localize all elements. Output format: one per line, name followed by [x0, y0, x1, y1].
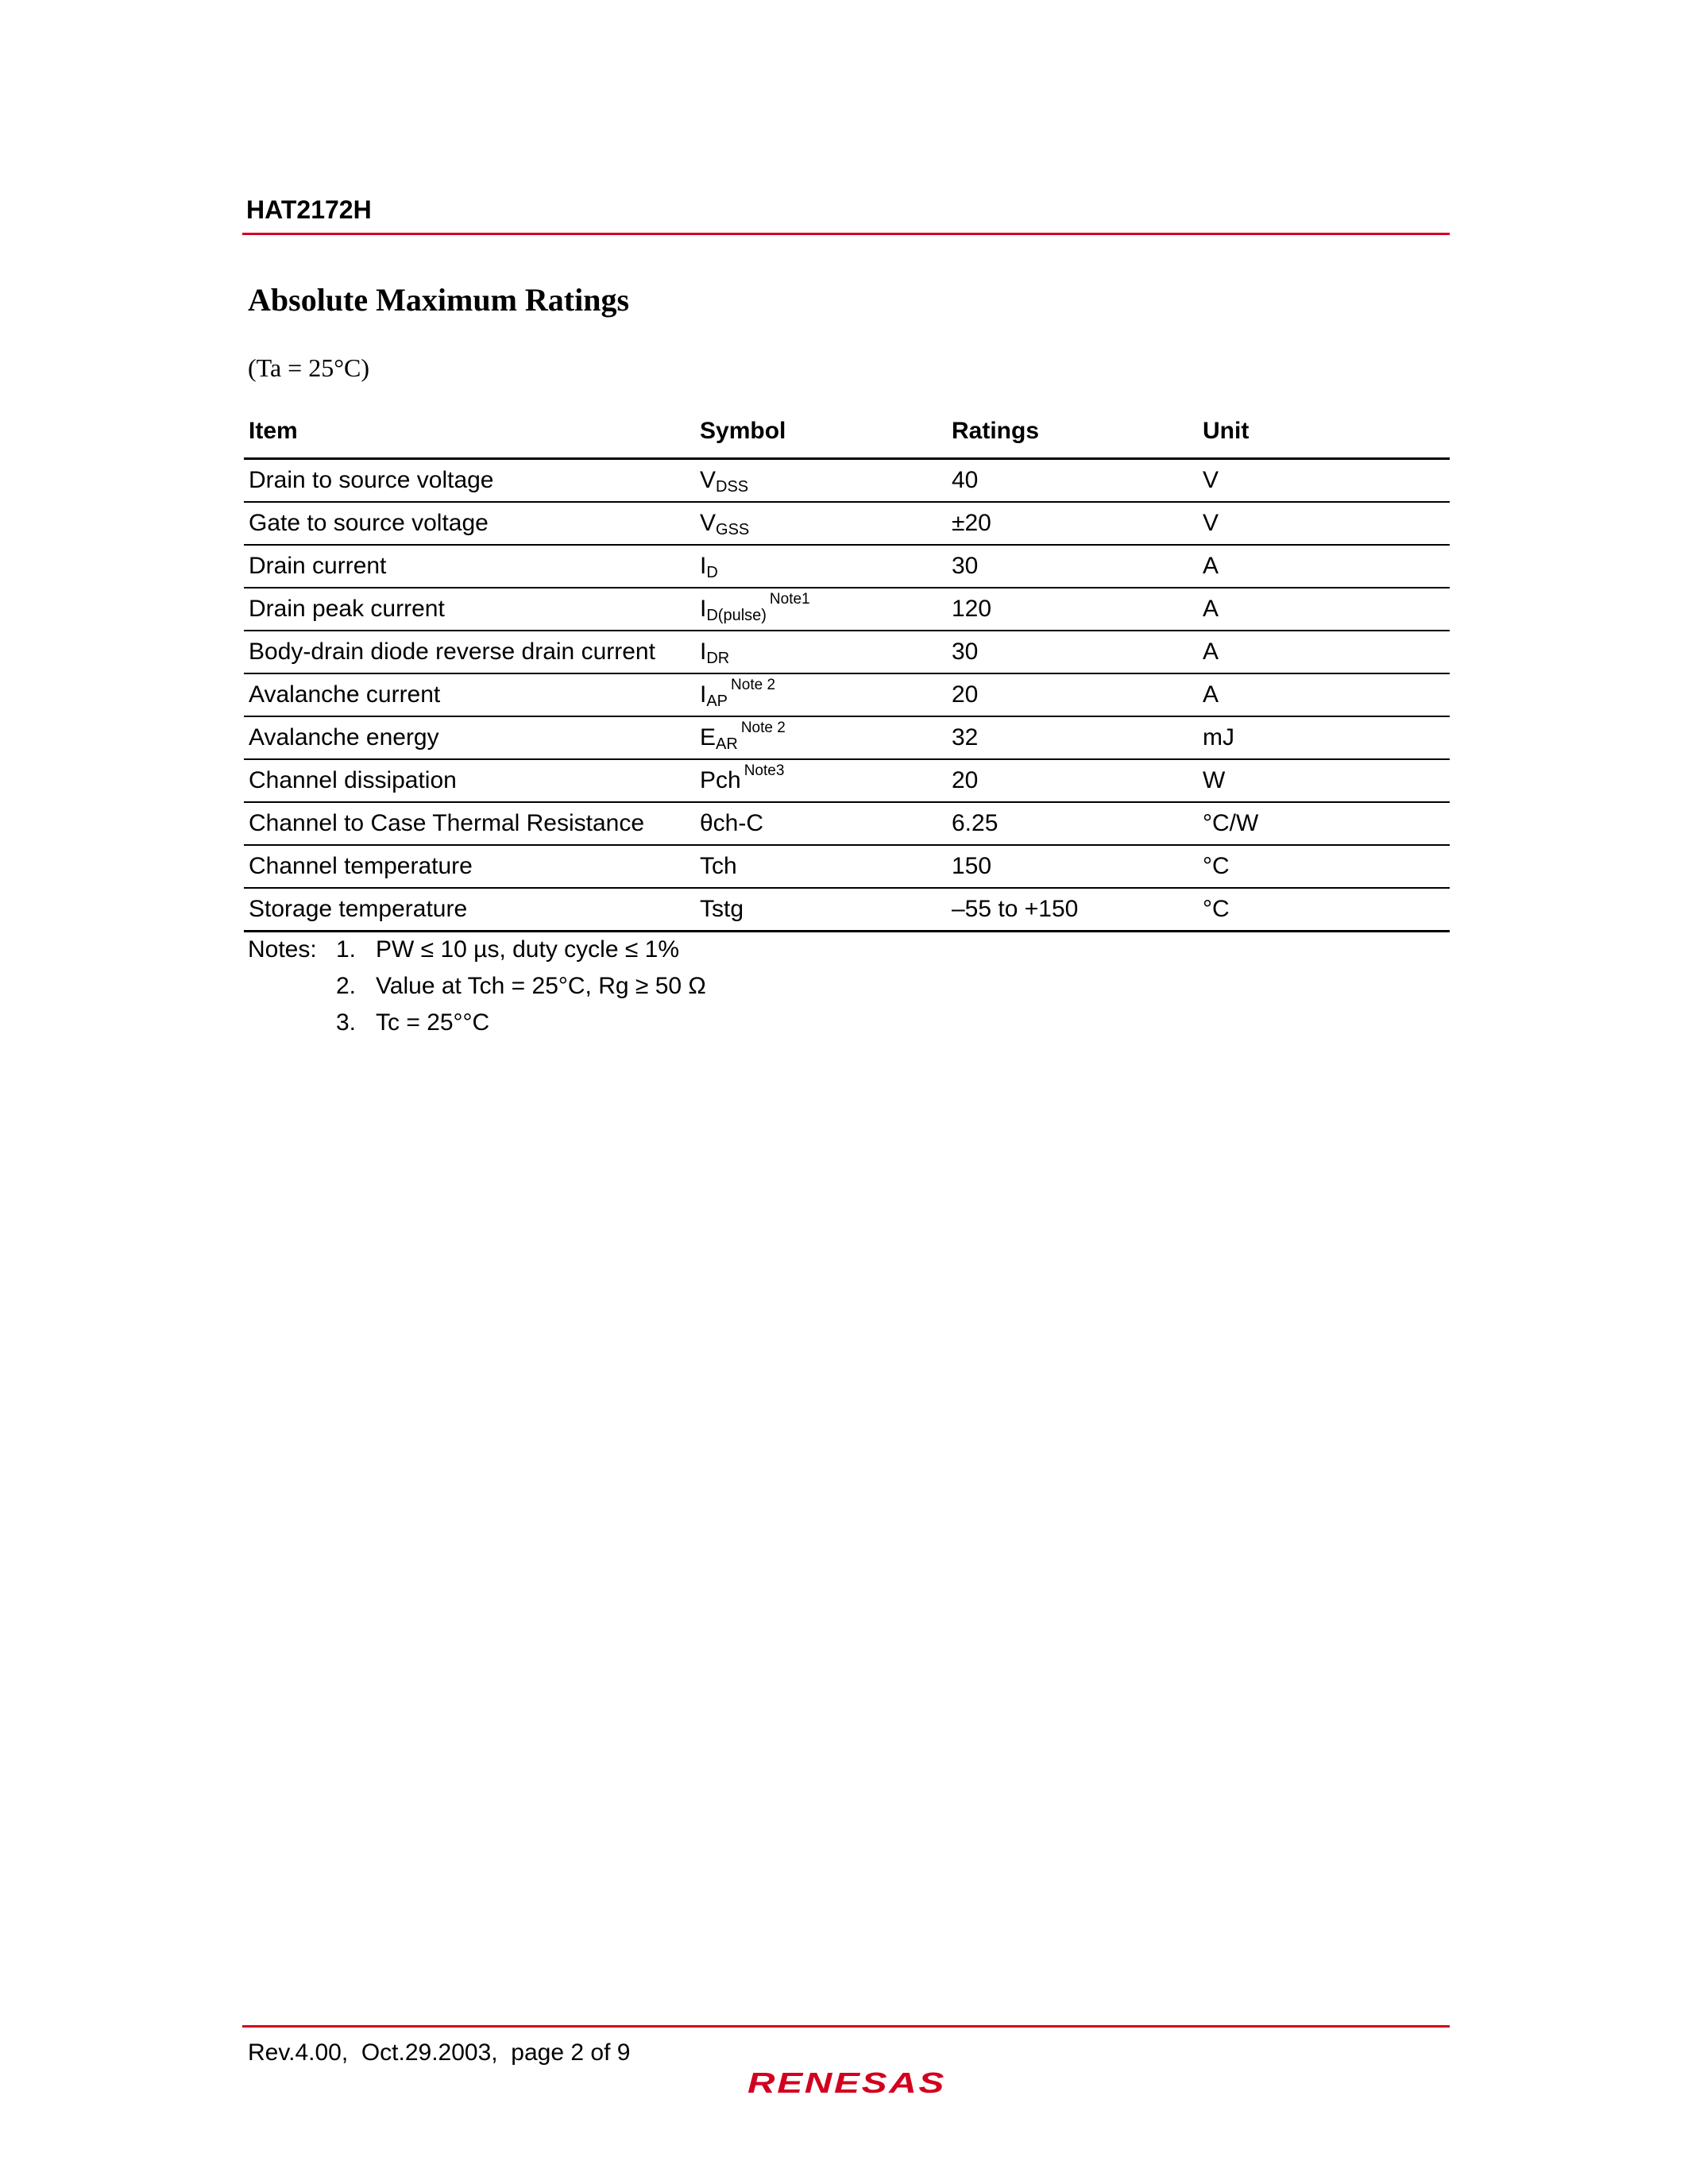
- note-number: 3.: [336, 1009, 357, 1036]
- cell-item: Drain current: [244, 545, 695, 588]
- cell-rating: 20: [947, 673, 1198, 716]
- cell-rating: 150: [947, 845, 1198, 888]
- note-number: 1.: [336, 936, 357, 963]
- cell-item: Body-drain diode reverse drain current: [244, 631, 695, 673]
- cell-rating: ±20: [947, 502, 1198, 545]
- symbol-subscript: DR: [706, 650, 730, 667]
- cell-unit: A: [1198, 673, 1450, 716]
- symbol-subscript: AR: [716, 735, 738, 753]
- cell-unit: mJ: [1198, 716, 1450, 759]
- table-header-row: [244, 413, 1450, 459]
- page-header-part-number: HAT2172H: [246, 195, 372, 224]
- symbol-main: I: [700, 553, 707, 579]
- cell-symbol: [695, 502, 947, 545]
- cell-symbol: [695, 673, 947, 716]
- cell-unit: A: [1198, 631, 1450, 673]
- cell-rating: 30: [947, 631, 1198, 673]
- cell-unit: V: [1198, 502, 1450, 545]
- test-condition: (Ta = 25°C): [248, 353, 370, 382]
- cell-symbol: [695, 802, 947, 845]
- cell-item: Channel temperature: [244, 845, 695, 888]
- column-header-ratings: Ratings: [947, 413, 1198, 459]
- table-row: [244, 673, 1450, 716]
- cell-symbol: [695, 545, 947, 588]
- table-row: [244, 888, 1450, 932]
- renesas-logo: [745, 2063, 948, 2098]
- table-row: [244, 545, 1450, 588]
- symbol-main: Tstg: [700, 896, 744, 922]
- cell-unit: V: [1198, 459, 1450, 503]
- note-number: 2.: [336, 973, 357, 999]
- cell-item: Avalanche energy: [244, 716, 695, 759]
- symbol-main: V: [700, 467, 717, 493]
- cell-rating: 30: [947, 545, 1198, 588]
- cell-symbol: [695, 845, 947, 888]
- symbol-note-reference: Note1: [769, 591, 810, 608]
- table-row: [244, 802, 1450, 845]
- note-text: Value at Tch = 25°C, Rg ≥ 50 Ω: [376, 973, 706, 999]
- cell-unit: °C/W: [1198, 802, 1450, 845]
- footer-revision: Rev.4.00, Oct.29.2003, page 2 of 9: [248, 2039, 631, 2066]
- notes-label: Notes:: [248, 936, 317, 963]
- symbol-note-reference: Note 2: [731, 677, 776, 693]
- table-row: [244, 759, 1450, 802]
- symbol-subscript: AP: [706, 693, 728, 710]
- symbol-main: I: [700, 681, 707, 708]
- footer-divider: [242, 2025, 1450, 2028]
- cell-item: Drain to source voltage: [244, 459, 695, 503]
- table-body: [244, 459, 1450, 932]
- table-row: [244, 845, 1450, 888]
- symbol-main: I: [700, 596, 707, 622]
- symbol-main: V: [700, 510, 717, 536]
- ratings-table: [244, 413, 1450, 932]
- cell-item: Storage temperature: [244, 888, 695, 932]
- symbol-main: Tch: [700, 853, 737, 879]
- symbol-main: Pch: [700, 767, 741, 793]
- note-text: PW ≤ 10 µs, duty cycle ≤ 1%: [376, 936, 680, 963]
- cell-item: Channel dissipation: [244, 759, 695, 802]
- symbol-subscript: DSS: [716, 478, 749, 496]
- cell-symbol: [695, 631, 947, 673]
- table-row: [244, 459, 1450, 503]
- cell-unit: A: [1198, 545, 1450, 588]
- cell-item: Gate to source voltage: [244, 502, 695, 545]
- symbol-note-reference: Note 2: [740, 720, 786, 736]
- cell-symbol: [695, 459, 947, 503]
- section-title: Absolute Maximum Ratings: [248, 282, 630, 318]
- symbol-subscript: GSS: [716, 521, 750, 538]
- symbol-note-reference: Note3: [744, 762, 785, 779]
- cell-unit: A: [1198, 588, 1450, 631]
- symbol-subscript: D: [706, 564, 718, 581]
- symbol-main: θch-C: [700, 810, 764, 836]
- column-header-symbol: Symbol: [695, 413, 947, 459]
- cell-unit: °C: [1198, 888, 1450, 932]
- header-divider: [242, 233, 1450, 235]
- cell-rating: 40: [947, 459, 1198, 503]
- table-row: [244, 588, 1450, 631]
- cell-rating: 120: [947, 588, 1198, 631]
- table-row: [244, 716, 1450, 759]
- cell-symbol: [695, 716, 947, 759]
- column-header-item: Item: [244, 413, 695, 459]
- cell-symbol: [695, 759, 947, 802]
- cell-unit: W: [1198, 759, 1450, 802]
- table-row: [244, 631, 1450, 673]
- cell-symbol: [695, 888, 947, 932]
- cell-symbol: [695, 588, 947, 631]
- column-header-unit: Unit: [1198, 413, 1450, 459]
- symbol-subscript: D(pulse): [706, 607, 767, 624]
- note-text: Tc = 25°°C: [376, 1009, 490, 1036]
- symbol-main: I: [700, 639, 707, 665]
- cell-rating: –55 to +150: [947, 888, 1198, 932]
- renesas-logo-text: RENESAS: [747, 2066, 946, 2098]
- cell-rating: 20: [947, 759, 1198, 802]
- cell-rating: 6.25: [947, 802, 1198, 845]
- cell-item: Channel to Case Thermal Resistance: [244, 802, 695, 845]
- cell-item: Avalanche current: [244, 673, 695, 716]
- table-row: [244, 502, 1450, 545]
- symbol-main: E: [700, 724, 717, 751]
- cell-item: Drain peak current: [244, 588, 695, 631]
- cell-rating: 32: [947, 716, 1198, 759]
- cell-unit: °C: [1198, 845, 1450, 888]
